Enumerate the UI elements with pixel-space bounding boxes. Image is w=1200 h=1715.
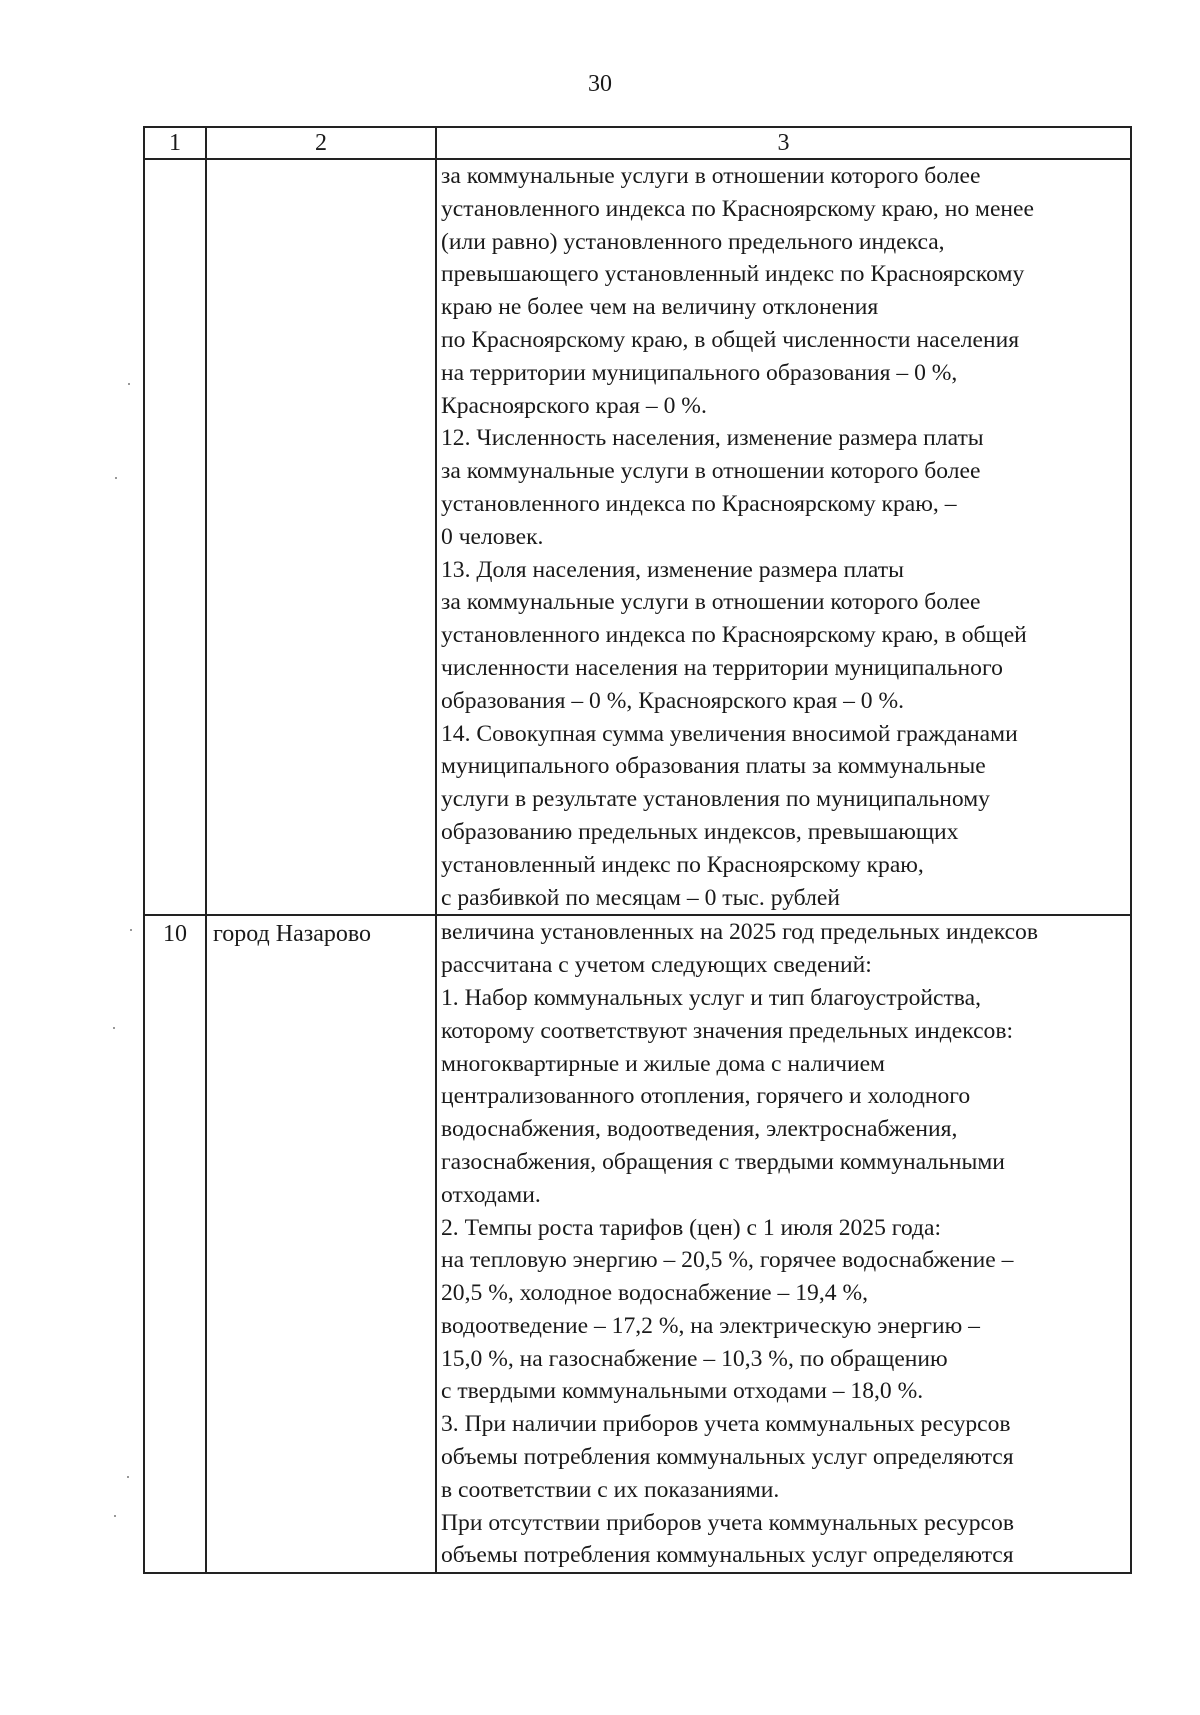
text-line: рассчитана с учетом следующих сведений:: [441, 952, 872, 979]
text-line: на территории муниципального образования – 0 %,: [441, 359, 958, 386]
text-line: 15,0 %, на газоснабжение – 10,3 %, по обращению: [441, 1345, 948, 1372]
text-line: численности населения на территории муниципального: [441, 654, 1003, 681]
text-line: 3. При наличии приборов учета коммунальных ресурсов: [441, 1411, 1011, 1438]
text-line: установленного индекса по Красноярскому краю, но менее: [441, 195, 1034, 222]
description-cell: [436, 915, 1131, 1573]
text-line: по Красноярскому краю, в общей численности населения: [441, 326, 1020, 353]
text-line: за коммунальные услуги в отношении которого более: [441, 163, 981, 189]
page-number: 30: [588, 71, 612, 97]
text-line: (или равно) установленного предельного индекса,: [441, 228, 945, 255]
text-line: многоквартирные и жилые дома с наличием: [441, 1050, 885, 1077]
text-line: водоснабжения, водоотведения, электроснабжения,: [441, 1116, 958, 1143]
text-line: 2. Темпы роста тарифов (цен) с 1 июля 2025 года:: [441, 1214, 942, 1241]
header-cell-3: 3: [436, 127, 1131, 159]
table-row: [144, 159, 1131, 915]
text-line: с твердыми коммунальными отходами – 18,0 %.: [441, 1378, 924, 1405]
text-line: в соответствии с их показаниями.: [441, 1476, 780, 1503]
text-line: 13. Доля населения, изменение размера платы: [441, 556, 904, 583]
text-line: установленного индекса по Красноярскому краю, в общей: [441, 622, 1027, 649]
text-line: газоснабжения, обращения с твердыми коммунальными: [441, 1148, 1005, 1175]
scan-speck: [128, 383, 130, 385]
text-line: водоотведение – 17,2 %, на электрическую энергию –: [441, 1312, 980, 1339]
text-line: за коммунальные услуги в отношении которого более: [441, 589, 981, 616]
text-line: на тепловую энергию – 20,5 %, горячее водоснабжение –: [441, 1247, 1014, 1274]
description-text: [441, 160, 1128, 914]
text-line: установленный индекс по Красноярскому краю,: [441, 851, 924, 878]
text-line: При отсутствии приборов учета коммунальных ресурсов: [441, 1509, 1014, 1536]
scan-speck: [113, 1027, 115, 1029]
scan-speck: [115, 477, 117, 479]
text-line: за коммунальные услуги в отношении которого более: [441, 458, 981, 485]
text-line: 14. Совокупная сумма увеличения вносимой гражданами: [441, 720, 1018, 747]
row-number-cell: [144, 159, 206, 915]
scan-speck: [127, 1476, 129, 1478]
text-line: услуги в результате установления по муниципальному: [441, 786, 990, 813]
text-line: 1. Набор коммунальных услуг и тип благоустройства,: [441, 984, 982, 1011]
scan-speck: [130, 929, 132, 931]
header-cell-1: 1: [144, 127, 206, 159]
text-line: образованию предельных индексов, превышающих: [441, 818, 959, 845]
text-line: объемы потребления коммунальных услуг определяются: [441, 1542, 1014, 1569]
row-number-cell: 10: [144, 915, 206, 1573]
text-line: образования – 0 %, Красноярского края – 0 %.: [441, 687, 905, 714]
description-text: [441, 916, 1128, 1572]
text-line: муниципального образования платы за коммунальные: [441, 753, 986, 780]
text-line: объемы потребления коммунальных услуг определяются: [441, 1444, 1014, 1471]
table-header-row: [144, 127, 1131, 159]
text-line: с разбивкой по месяцам – 0 тыс. рублей: [441, 884, 840, 911]
text-line: величина установленных на 2025 год предельных индексов: [441, 919, 1038, 946]
document-table: [143, 126, 1132, 1574]
header-cell-2: 2: [206, 127, 436, 159]
municipality-name-cell: город Назарово: [206, 915, 436, 1573]
text-line: установленного индекса по Красноярскому краю, –: [441, 490, 957, 517]
scan-speck: [114, 1515, 116, 1517]
text-line: 20,5 %, холодное водоснабжение – 19,4 %,: [441, 1280, 868, 1307]
text-line: 12. Численность населения, изменение размера платы: [441, 425, 984, 452]
text-line: краю не более чем на величину отклонения: [441, 294, 879, 321]
text-line: которому соответствуют значения предельных индексов:: [441, 1017, 1014, 1044]
text-line: Красноярского края – 0 %.: [441, 392, 707, 419]
text-line: 0 человек.: [441, 523, 544, 550]
text-line: отходами.: [441, 1181, 541, 1208]
table-row: [144, 915, 1131, 1573]
text-line: превышающего установленный индекс по Красноярскому: [441, 261, 1025, 288]
municipality-name-cell: [206, 159, 436, 915]
description-cell: [436, 159, 1131, 915]
text-line: централизованного отопления, горячего и холодного: [441, 1083, 971, 1110]
